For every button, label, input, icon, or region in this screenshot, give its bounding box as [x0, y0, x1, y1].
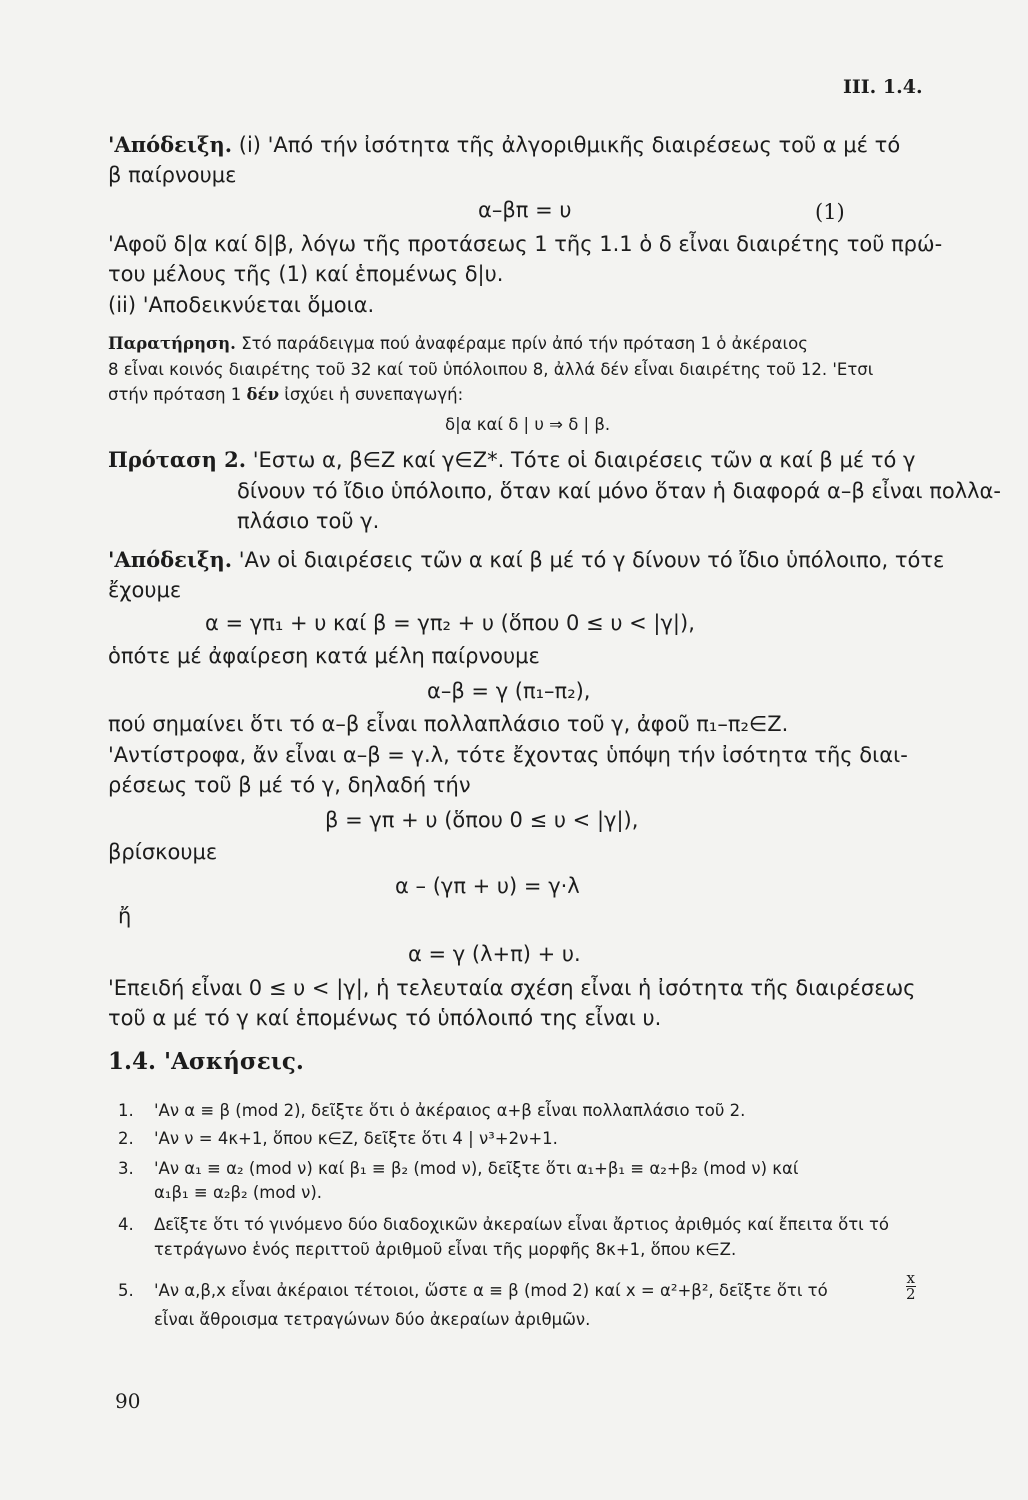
- proof1-line1: [108, 131, 900, 159]
- remark-text3a: στήν πρόταση 1: [108, 385, 242, 404]
- proof2-equation3: β = γπ + υ (ὅπου 0 ≤ υ < |γ|),: [325, 808, 639, 832]
- proof2-line3: ὁπότε μέ ἀφαίρεση κατά μέλη παίρνουμε: [108, 644, 540, 668]
- proof1-label: 'Απόδειξη.: [108, 132, 233, 157]
- fraction-numerator: x: [906, 1269, 915, 1287]
- proof2-line9: 'Επειδή εἶναι 0 ≤ υ < |γ|, ἡ τελευταία σχέση εἶναι ἡ ἰσότητα τῆς διαιρέσεως: [108, 976, 916, 1000]
- exercise-text-continued: τετράγωνο ἑνός περιττοῦ ἀριθμοῦ εἶναι τῆς μορφῆς 8κ+1, ὅπου κ∈Z.: [154, 1240, 737, 1259]
- exercise-text-continued: α₁β₁ ≡ α₂β₂ (mod ν).: [154, 1183, 323, 1202]
- exercise-text-continued: εἶναι ἄθροισμα τετραγώνων δύο ἀκεραίων ἀριθμῶν.: [154, 1310, 591, 1329]
- proof2-line8: ἤ: [118, 904, 132, 928]
- exercise-item: [118, 1280, 828, 1302]
- proof2-equation2: α–β = γ (π₁–π₂),: [427, 679, 591, 703]
- exercise-text: 'Αν α ≡ β (mod 2), δεῖξτε ὅτι ὁ ἀκέραιος α+β εἶναι πολλαπλάσιο τοῦ 2.: [154, 1101, 746, 1120]
- proof1-line2: β παίρνουμε: [108, 163, 237, 187]
- prop2-label: Πρόταση 2.: [108, 447, 247, 472]
- remark-label: Παρατήρηση.: [108, 334, 236, 353]
- remark-text3c: ἰσχύει ἡ συνεπαγωγή:: [284, 385, 464, 404]
- proof2-line6: ρέσεως τοῦ β μέ τό γ, δηλαδή τήν: [108, 773, 471, 797]
- proof2-label: 'Απόδειξη.: [108, 547, 233, 572]
- exercise-number: 1.: [118, 1101, 134, 1120]
- exercise-text: 'Αν α,β,x εἶναι ἀκέραιοι τέτοιοι, ὥστε α ≡ β (mod 2) καί x = α²+β², δεῖξτε ὅτι τό: [154, 1281, 828, 1300]
- remark-text1: Στό παράδειγμα πού ἀναφέραμε πρίν ἀπό τήν πρόταση 1 ὁ ἀκέραιος: [241, 334, 808, 353]
- fraction-denominator: 2: [906, 1285, 916, 1303]
- fraction-x-over-2: [906, 1271, 916, 1303]
- exercise-item: [118, 1158, 798, 1180]
- prop2-text1: 'Εστω α, β∈Z καί γ∈Z*. Τότε οἱ διαιρέσεις τῶν α καί β μέ τό γ: [252, 448, 916, 472]
- exercise-item: [118, 1214, 889, 1236]
- proof2-line4: πού σημαίνει ὅτι τό α–β εἶναι πολλαπλάσιο τοῦ γ, ἀφοῦ π₁–π₂∈Z.: [108, 712, 789, 736]
- proof1-equation-number: (1): [815, 200, 845, 224]
- page-number: 90: [115, 1389, 141, 1413]
- remark-line2: 8 εἶναι κοινός διαιρέτης τοῦ 32 καί τοῦ ὑπόλοιπου 8, ἀλλά δέν εἶναι διαιρέτης τοῦ 12. 'Ετσι: [108, 360, 874, 379]
- proof2-equation4: α – (γπ + υ) = γ·λ: [395, 874, 580, 898]
- proof1-line5: (ii) 'Αποδεικνύεται ὅμοια.: [108, 293, 375, 317]
- exercise-item: [118, 1100, 745, 1122]
- proof1-line3: 'Αφοῦ δ|α καί δ|β, λόγω τῆς προτάσεως 1 τῆς 1.1 ὁ δ εἶναι διαιρέτης τοῦ πρώ-: [108, 232, 943, 256]
- remark-line3: [108, 384, 463, 406]
- exercise-number: 5.: [118, 1281, 134, 1300]
- exercise-number: 2.: [118, 1129, 134, 1148]
- proof2-equation5: α = γ (λ+π) + υ.: [408, 942, 581, 966]
- proof1-equation: α–βπ = υ: [478, 198, 572, 222]
- proof2-line7: βρίσκουμε: [108, 840, 218, 864]
- remark-text3b: δέν: [246, 385, 280, 404]
- exercise-number: 3.: [118, 1159, 134, 1178]
- proof2-equation1: α = γπ₁ + υ καί β = γπ₂ + υ (ὅπου 0 ≤ υ < |γ|),: [205, 611, 695, 635]
- proof2-line1: [108, 546, 944, 574]
- exercise-number: 4.: [118, 1215, 134, 1234]
- prop2-line3: πλάσιο τοῦ γ.: [237, 509, 380, 533]
- exercise-text: Δεῖξτε ὅτι τό γινόμενο δύο διαδοχικῶν ἀκεραίων εἶναι ἄρτιος ἀριθμός καί ἔπειτα ὅτι τό: [154, 1215, 890, 1234]
- exercises-title: 1.4. 'Ασκήσεις.: [108, 1048, 304, 1075]
- proof2-line5: 'Αντίστροφα, ἄν εἶναι α–β = γ.λ, τότε ἔχοντας ὑπόψη τήν ἰσότητα τῆς διαι-: [108, 743, 908, 767]
- proof2-line2: ἔχουμε: [108, 578, 182, 602]
- prop2-line1: [108, 446, 915, 474]
- section-reference: III. 1.4.: [843, 76, 923, 98]
- proof1-line4: του μέλους τῆς (1) καί ἑπομένως δ|υ.: [108, 262, 504, 286]
- remark-formula: δ|α καί δ | υ ⇒ δ | β.: [445, 415, 611, 434]
- exercise-item: [118, 1128, 558, 1150]
- exercise-text: 'Αν ν = 4κ+1, ὅπου κ∈Z, δεῖξτε ὅτι 4 | ν³+2ν+1.: [154, 1129, 558, 1148]
- remark-line1: [108, 333, 808, 355]
- proof1-text1: (i) 'Από τήν ἰσότητα τῆς ἀλγοριθμικῆς διαιρέσεως τοῦ α μέ τό: [238, 133, 901, 157]
- proof2-line10: τοῦ α μέ τό γ καί ἑπομένως τό ὑπόλοιπό της εἶναι υ.: [108, 1006, 662, 1030]
- exercise-text: 'Αν α₁ ≡ α₂ (mod ν) καί β₁ ≡ β₂ (mod ν), δεῖξτε ὅτι α₁+β₁ ≡ α₂+β₂ (mod ν) καί: [154, 1159, 799, 1178]
- proof2-text1: 'Αν οἱ διαιρέσεις τῶν α καί β μέ τό γ δίνουν τό ἴδιο ὑπόλοιπο, τότε: [238, 548, 945, 572]
- prop2-line2: δίνουν τό ἴδιο ὑπόλοιπο, ὅταν καί μόνο ὅταν ἡ διαφορά α–β εἶναι πολλα-: [237, 479, 1001, 503]
